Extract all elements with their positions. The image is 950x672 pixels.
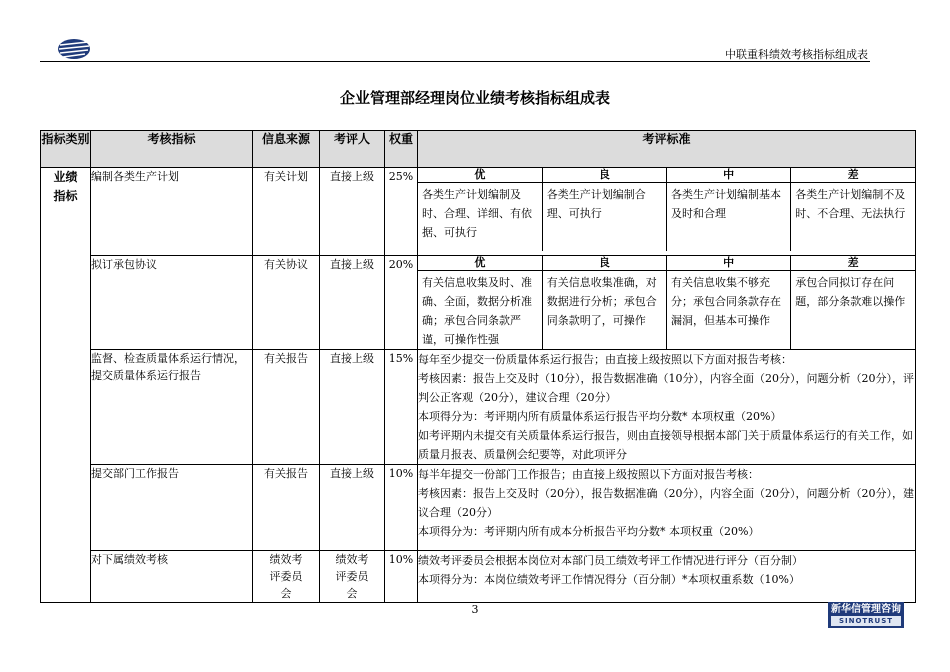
weight-cell: 10%	[385, 551, 418, 603]
table-row	[41, 168, 916, 256]
brand-name-en: SINOTRUST	[831, 616, 901, 626]
table-row	[41, 465, 916, 551]
criteria-excellent: 有关信息收集及时、准确、全面，数据分析准确；承包合同条款严谨，可操作性强	[418, 271, 542, 350]
grade-excellent: 优	[418, 168, 542, 183]
header-divider	[40, 61, 870, 62]
source-cell	[253, 551, 320, 603]
evaluator-cell: 直接上级	[320, 350, 385, 465]
criteria-line: 考核因素：报告上交及时（10分），报告数据准确（10分），内容全面（20分），问题分析（20分），评判公正客观（20分），建议合理（20分）	[418, 372, 914, 404]
indicator-cell: 提交部门工作报告	[91, 465, 253, 551]
page-title: 企业管理部经理岗位业绩考核指标组成表	[339, 89, 610, 107]
criteria-line: 本项得分为：本岗位绩效考评工作情况得分（百分制）*本项权重系数（10%）	[418, 573, 800, 586]
criteria-poor: 承包合同拟订存在问题，部分条款难以操作	[795, 276, 906, 308]
criteria-poor: 各类生产计划编制不及时、不合理、无法执行	[795, 188, 906, 220]
criteria-line: 如考评期内未提交有关质量体系运行报告，则由直接领导根据本部门关于质量体系运行的有关工作，如质量月报表、质量例会纪要等，对此项评分	[418, 429, 913, 461]
col-header-source: 信息来源	[253, 131, 320, 168]
criteria-line: 本项得分为：考评期内所有成本分析报告平均分数* 本项权重（20%）	[418, 525, 760, 538]
evaluator-text: 绩效考评委员会	[335, 553, 369, 600]
evaluator-cell	[320, 551, 385, 603]
grade-good: 良	[542, 168, 666, 183]
page-number: 3	[471, 603, 479, 616]
brand-name-cn: 新华信管理咨询	[831, 604, 901, 615]
criteria-good: 有关信息收集准确，对数据进行分析；承包合同条款明了，可操作	[542, 271, 666, 350]
table-header-row	[41, 131, 916, 168]
indicator-cell: 监督、检查质量体系运行情况，提交质量体系运行报告	[91, 350, 253, 465]
criteria-excellent: 各类生产计划编制及时、合理、详细、有依据、可执行	[418, 183, 542, 252]
criteria-cell	[418, 168, 916, 256]
source-cell: 有关计划	[253, 168, 320, 256]
criteria-cell	[418, 465, 916, 551]
criteria-line: 每年至少提交一份质量体系运行报告；由直接上级按照以下方面对报告考核：	[418, 353, 792, 366]
grade-good: 良	[542, 256, 666, 271]
category-label: 业绩指标	[53, 170, 78, 203]
evaluator-cell: 直接上级	[320, 256, 385, 350]
grade-table	[418, 168, 915, 251]
table-row	[41, 350, 916, 465]
criteria-line: 本项得分为：考评期内所有质量体系运行报告平均分数* 本项权重（20%）	[418, 410, 782, 423]
indicator-cell: 对下属绩效考核	[91, 551, 253, 603]
category-cell	[41, 168, 91, 603]
criteria-cell	[418, 551, 916, 603]
grade-excellent: 优	[418, 256, 542, 271]
table-row	[41, 256, 916, 350]
col-header-evaluator: 考评人	[320, 131, 385, 168]
evaluator-cell: 直接上级	[320, 168, 385, 256]
criteria-cell	[418, 350, 916, 465]
company-logo-icon	[57, 38, 91, 60]
criteria-average: 各类生产计划编制基本及时和合理	[667, 183, 791, 252]
source-cell: 有关报告	[253, 465, 320, 551]
weight-cell: 25%	[385, 168, 418, 256]
criteria-average: 有关信息收集不够充分；承包合同条款存在漏洞，但基本可操作	[667, 271, 791, 350]
criteria-line: 绩效考评委员会根据本岗位对本部门员工绩效考评工作情况进行评分（百分制）	[418, 554, 803, 567]
criteria-good: 各类生产计划编制合理、可执行	[542, 183, 666, 252]
indicator-cell: 编制各类生产计划	[91, 168, 253, 256]
header-doc-title: 中联重科绩效考核指标组成表	[725, 48, 868, 61]
weight-cell: 15%	[385, 350, 418, 465]
weight-cell: 10%	[385, 465, 418, 551]
weight-cell: 20%	[385, 256, 418, 350]
criteria-cell	[418, 256, 916, 350]
col-header-criteria: 考评标准	[418, 131, 916, 168]
grade-poor: 差	[791, 256, 915, 271]
kpi-table	[40, 130, 916, 603]
indicator-cell: 拟订承包协议	[91, 256, 253, 350]
source-cell: 有关协议	[253, 256, 320, 350]
source-cell: 有关报告	[253, 350, 320, 465]
criteria-line: 每半年提交一份部门工作报告；由直接上级按照以下方面对报告考核：	[418, 468, 759, 481]
col-header-indicator: 考核指标	[91, 131, 253, 168]
grade-poor: 差	[791, 168, 915, 183]
criteria-line: 考核因素：报告上交及时（20分），报告数据准确（20分），内容全面（20分），问题分析（20分），建议合理（20分）	[418, 487, 914, 519]
grade-table	[418, 256, 915, 349]
source-text: 绩效考评委员会	[269, 553, 303, 600]
evaluator-cell: 直接上级	[320, 465, 385, 551]
grade-average: 中	[667, 256, 791, 271]
grade-average: 中	[667, 168, 791, 183]
brand-logo	[828, 602, 904, 628]
table-row	[41, 551, 916, 603]
col-header-category: 指标类别	[41, 131, 91, 168]
col-header-weight: 权重	[385, 131, 418, 168]
